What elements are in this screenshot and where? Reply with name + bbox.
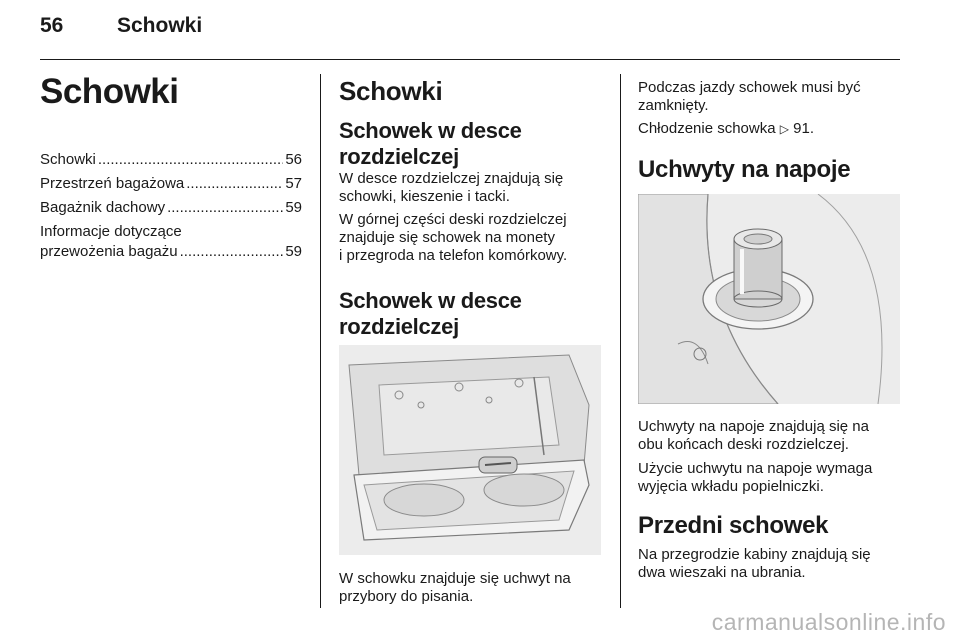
toc-entry-title: Bagażnik dachowy: [40, 199, 166, 216]
paragraph: Uchwyty na napoje znajdują się na obu końcach deski rozdzielczej.: [638, 418, 869, 453]
page-number: 56: [40, 14, 64, 37]
cupholder-drawing: [638, 194, 900, 404]
toc-entry-title-cont: przewożenia bagażu: [40, 243, 178, 260]
toc-entry-title: Schowki: [40, 151, 96, 168]
glovebox-drawing: [339, 345, 601, 555]
toc-leader-dots: [98, 150, 283, 170]
paragraph: W desce rozdzielczej znajdują się schowki, kieszenie i tacki.: [339, 170, 564, 205]
glovebox-illustration: [339, 345, 601, 555]
toc-entry-page: 59: [285, 199, 302, 216]
toc-leader-dots: [180, 242, 284, 262]
paragraph: Chłodzenie schowka ▷ 91.: [638, 120, 815, 137]
page-reference[interactable]: 91.: [793, 120, 815, 137]
paragraph: W schowku znajduje się uchwyt na przybory do pisania.: [339, 570, 571, 605]
column-divider-1: [320, 74, 321, 608]
toc-entry-title: Przestrzeń bagażowa: [40, 175, 185, 192]
column-divider-2: [620, 74, 621, 608]
paragraph: Podczas jazdy schowek musi być zamknięty.: [638, 79, 861, 114]
running-header: Schowki: [117, 14, 203, 37]
toc-entry-page: 59: [285, 243, 302, 260]
toc-entry[interactable]: [40, 222, 302, 262]
arrow-ref-icon: ▷: [779, 122, 789, 136]
toc-entry[interactable]: [40, 174, 302, 194]
section-heading: Schowki: [339, 76, 443, 106]
table-of-contents: [40, 150, 302, 266]
toc-entry[interactable]: [40, 150, 302, 170]
paragraph: W górnej części deski rozdzielczej znajduje się schowek na monety i przegroda na telefon komórkowy.: [339, 211, 568, 264]
toc-leader-dots: [167, 198, 283, 218]
chapter-title: Schowki: [40, 72, 179, 111]
toc-entry[interactable]: [40, 198, 302, 218]
paragraph: Na przegrodzie kabiny znajdują się dwa wieszaki na ubrania.: [638, 546, 871, 581]
cupholder-illustration: [638, 194, 900, 404]
toc-entry-page: 57: [285, 175, 302, 192]
toc-entry-page: 56: [285, 151, 302, 168]
toc-leader-dots: [186, 174, 283, 194]
subsection-heading: Schowek w desce rozdzielczej: [339, 118, 522, 169]
header-rule: [40, 59, 900, 60]
watermark: carmanualsonline.info: [711, 609, 946, 635]
paragraph: Użycie uchwytu na napoje wymaga wyjęcia wkładu popielniczki.: [638, 460, 873, 495]
subsection-heading: Schowek w desce rozdzielczej: [339, 288, 522, 339]
section-heading: Uchwyty na napoje: [638, 156, 851, 183]
toc-entry-title: Informacje dotyczące: [40, 223, 182, 240]
section-heading: Przedni schowek: [638, 512, 829, 539]
